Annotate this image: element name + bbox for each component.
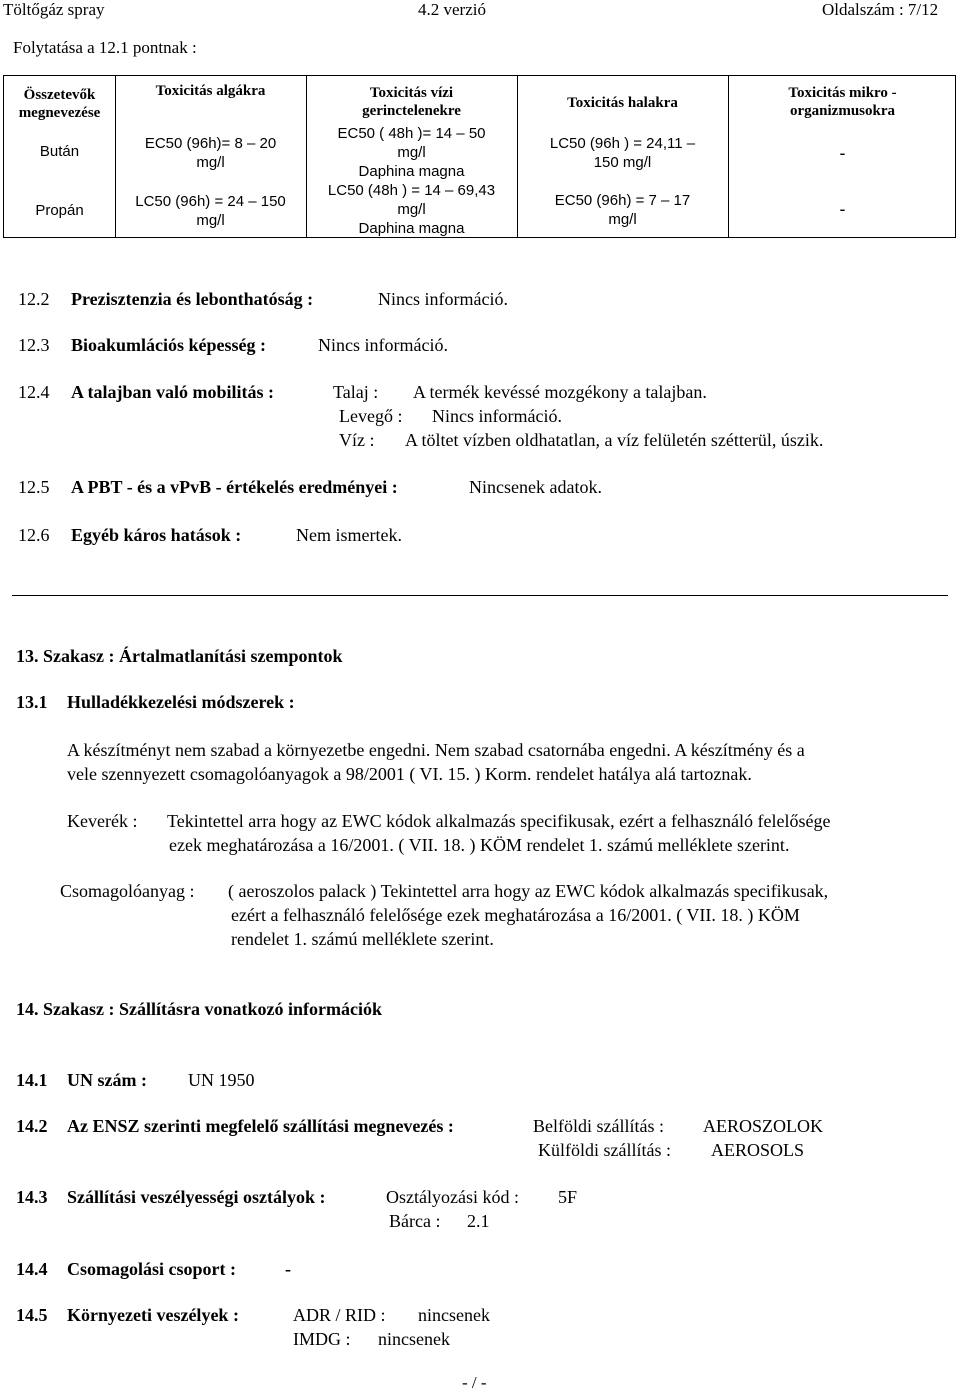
s12-4-label: A talajban való mobilitás : [71,382,275,402]
s14-1-label: UN szám : [67,1070,147,1090]
header-invert [306,84,517,120]
s14-3-label-label: Bárca : [389,1211,441,1231]
s13-1-label: Hulladékkezelési módszerek : [67,692,295,712]
s14-5-label: Környezeti veszélyek : [67,1305,239,1325]
s12-4-soil-label: Talaj : [333,382,379,402]
header-invert-line1: Toxicitás vízi [369,85,454,101]
s13-1-mix-label: Keverék : [67,811,138,831]
s12-2-num: 12.2 [18,289,50,309]
s14-1-num: 14.1 [16,1070,48,1090]
row-butan-micro: - [839,143,846,163]
s14-3-label-value: 2.1 [467,1211,490,1231]
s14-2-num: 14.2 [16,1116,48,1136]
s14-5-adr-label: ADR / RID : [293,1305,386,1325]
row-butan-fish [517,134,728,172]
section-13-title: 13. Szakasz : Ártalmatlanítási szempontok [16,646,343,666]
row-propan-algae-line2: mg/l [196,212,225,229]
s12-4-soil-value: A termék kevéssé mozgékony a talajban. [413,382,707,402]
s14-4-num: 14.4 [16,1259,48,1279]
s12-4-air-label: Levegő : [339,406,403,426]
s12-4-air-value: Nincs információ. [432,406,562,426]
s14-5-imdg-value: nincsenek [378,1329,450,1349]
row-propan-invert-line1: LC50 (48h ) = 14 – 69,43 [327,182,496,199]
s14-3-class-value: 5F [558,1187,578,1207]
toxicity-table [3,75,956,238]
header-name-line1: Összetevők [23,87,96,103]
s12-5-label: A PBT - és a vPvB - értékelés eredményei : [71,477,398,497]
page-footer: - / - [462,1373,487,1392]
header-micro-line2: organizmusokra [790,103,895,119]
s13-1-p1-line1: A készítményt nem szabad a környezetbe engedni. Nem szabad csatornába engedni. A készítmény és a [67,740,805,760]
s12-4-num: 12.4 [18,382,50,402]
row-propan-fish-line1: EC50 (96h) = 7 – 17 [554,192,691,209]
s14-5-num: 14.5 [16,1305,48,1325]
s14-3-num: 14.3 [16,1187,48,1207]
header-name-line2: megnevezése [18,105,101,121]
s12-3-value: Nincs információ. [318,335,448,355]
row-butan-name: Bután [39,143,80,160]
row-propan-micro: - [839,199,846,219]
row-butan-algae [115,134,306,172]
s14-1-value: UN 1950 [188,1070,255,1090]
header-invert-line2: gerinctelenekre [362,103,461,119]
s12-5-num: 12.5 [18,477,50,497]
s12-3-label: Bioakumlációs képesség : [71,335,267,355]
s14-2-int-label: Külföldi szállítás : [538,1140,671,1160]
header-name [4,86,115,122]
page-number: Oldalszám : 7/12 [822,0,939,19]
s12-2-label: Prezisztenzia és lebonthatóság : [71,289,314,309]
row-propan-invert-line2: mg/l [397,201,426,218]
row-butan-invert-line3: Daphina magna [358,163,465,180]
row-propan-invert [306,181,517,238]
document-title: Töltőgáz spray [3,0,105,19]
s14-4-label: Csomagolási csoport : [67,1259,236,1279]
row-propan-algae [115,192,306,230]
s13-1-num: 13.1 [16,692,48,712]
row-propan-fish-line2: mg/l [608,211,637,228]
row-propan-invert-line3: Daphina magna [358,220,465,237]
row-propan-algae-line1: LC50 (96h) = 24 – 150 [135,193,286,210]
s14-4-value: - [285,1259,291,1279]
row-butan-invert-line2: mg/l [397,144,426,161]
header-fish: Toxicitás halakra [567,95,678,111]
row-butan-invert [306,124,517,181]
s13-1-mix-line2: ezek meghatározása a 16/2001. ( VII. 18. ) KÖM rendelet 1. számú melléklete szerint. [169,835,790,855]
s13-1-p1-line2: vele szennyezett csomagolóanyagok a 98/2001 ( VI. 15. ) Korm. rendelet hatálya alá tartoznak. [67,764,752,784]
s14-2-dom-label: Belföldi szállítás : [533,1116,664,1136]
s12-6-label: Egyéb káros hatások : [71,525,242,545]
s12-4-water-label: Víz : [339,430,375,450]
s14-5-adr-value: nincsenek [418,1305,490,1325]
s13-1-pack-line3: rendelet 1. számú melléklete szerint. [231,929,494,949]
s13-1-pack-line1: ( aeroszolos palack ) Tekintettel arra hogy az EWC kódok alkalmazás specifikusak, [228,881,829,901]
s12-6-num: 12.6 [18,525,50,545]
s12-3-num: 12.3 [18,335,50,355]
header-micro [728,84,957,120]
s13-1-pack-label: Csomagolóanyag : [60,881,195,901]
continuation-note: Folytatása a 12.1 pontnak : [13,38,197,57]
row-butan-algae-line1: EC50 (96h)= 8 – 20 [144,135,277,152]
version-label: 4.2 verzió [418,0,486,19]
s12-4-water-value: A töltet vízben oldhatatlan, a víz felületén szétterül, úszik. [405,430,824,450]
header-algae: Toxicitás algákra [155,83,266,99]
row-butan-algae-line2: mg/l [196,154,225,171]
s14-2-int-value: AEROSOLS [711,1140,805,1160]
s12-5-value: Nincsenek adatok. [469,477,602,497]
s12-6-value: Nem ismertek. [296,525,402,545]
s14-3-label: Szállítási veszélyességi osztályok : [67,1187,326,1207]
row-propan-name: Propán [35,202,84,219]
row-butan-fish-line2: 150 mg/l [593,154,652,171]
header-micro-line1: Toxicitás mikro - [788,85,897,101]
s14-3-class-label: Osztályozási kód : [386,1187,519,1207]
row-butan-invert-line1: EC50 ( 48h )= 14 – 50 [337,125,486,142]
s14-2-label: Az ENSZ szerinti megfelelő szállítási megnevezés : [67,1116,454,1136]
s12-2-value: Nincs információ. [378,289,508,309]
s13-1-pack-line2: ezért a felhasználó felelősége ezek meghatározása a 16/2001. ( VII. 18. ) KÖM [231,905,800,925]
section-divider [12,595,948,596]
row-butan-fish-line1: LC50 (96h ) = 24,11 – [549,135,696,152]
s13-1-mix-line1: Tekintettel arra hogy az EWC kódok alkalmazás specifikusak, ezért a felhasználó felelősége [167,811,831,831]
s14-2-dom-value: AEROSZOLOK [703,1116,823,1136]
row-propan-fish [517,191,728,229]
s14-5-imdg-label: IMDG : [293,1329,351,1349]
section-14-title: 14. Szakasz : Szállításra vonatkozó információk [16,999,382,1019]
